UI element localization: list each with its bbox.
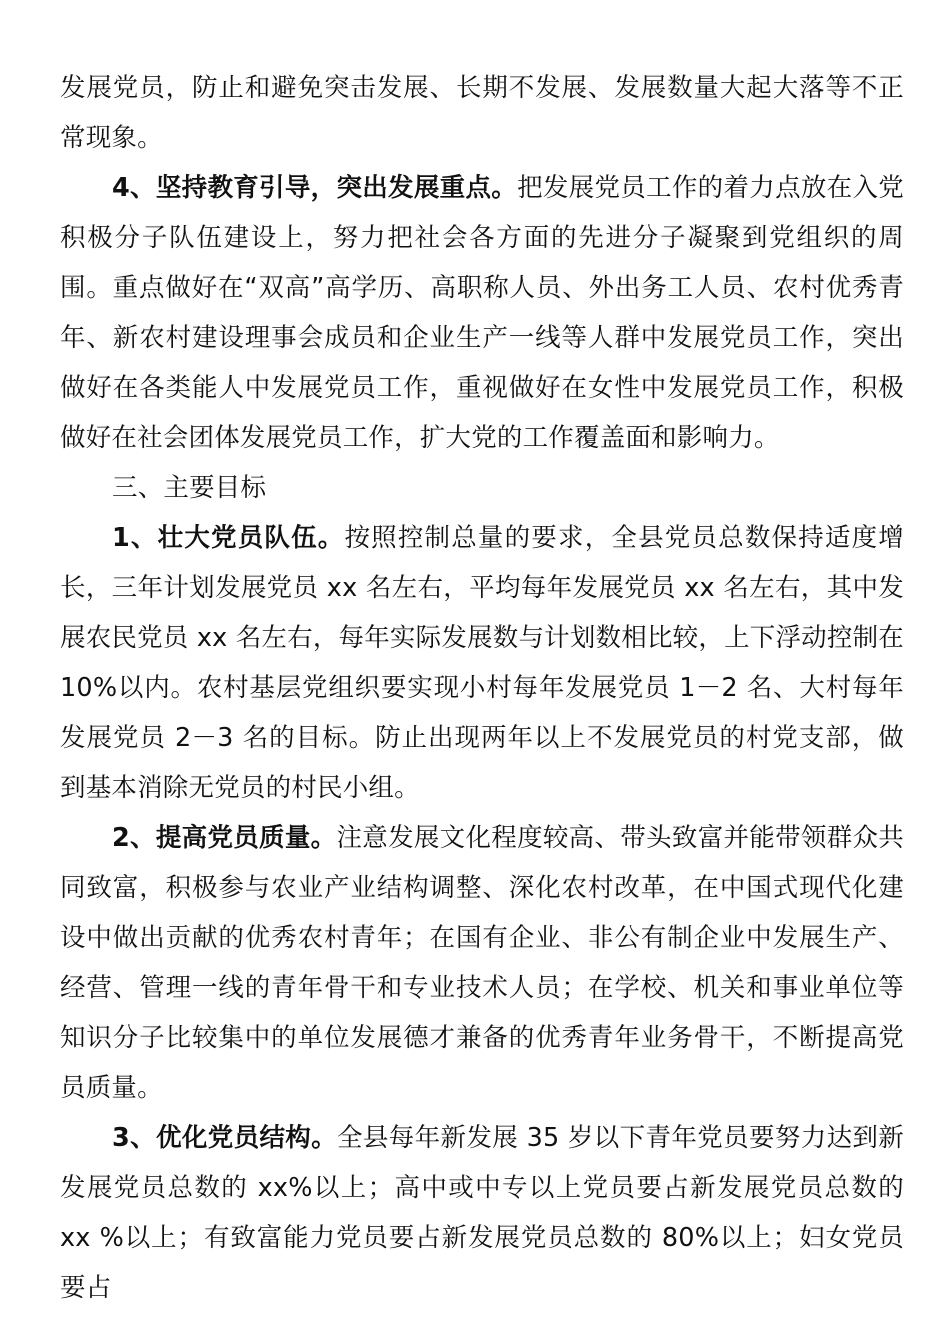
paragraph-text: 发展党员，防止和避免突击发展、长期不发展、发展数量大起大落等不正常现象。 xyxy=(60,73,904,153)
paragraph-expand-membership xyxy=(60,513,904,813)
paragraph-education-guidance xyxy=(60,163,904,463)
section-heading-main-goals xyxy=(60,463,904,513)
paragraph-text: 全县每年新发展 35 岁以下青年党员要努力达到新发展党员总数的 xx%以上；高中或中专以上党员要占新发展党员总数的 xx %以上；有致富能力党员要占新发展党员总数的 80%以上；妇女党员要占 xyxy=(60,1123,904,1303)
paragraph-optimize-structure xyxy=(60,1113,904,1313)
section-heading-text: 三、主要目标 xyxy=(112,473,267,503)
paragraph-text: 把发展党员工作的着力点放在入党积极分子队伍建设上，努力把社会各方面的先进分子凝聚到党组织的周围。重点做好在“双高”高学历、高职称人员、外出务工人员、农村优秀青年、新农村建设理事会成员和企业生产一线等人群中发展党员工作，突出做好在各类能人中发展党员工作，重视做好在女性中发展党员工作，积极做好在社会团体发展党员工作，扩大党的工作覆盖面和影响力。 xyxy=(60,173,904,453)
paragraph-heading: 1、壮大党员队伍。 xyxy=(112,523,345,553)
paragraph-heading: 2、提高党员质量。 xyxy=(112,823,337,853)
paragraph-text: 注意发展文化程度较高、带头致富并能带领群众共同致富，积极参与农业产业结构调整、深化农村改革，在中国式现代化建设中做出贡献的优秀农村青年；在国有企业、非公有制企业中发展生产、经营、管理一线的青年骨干和专业技术人员；在学校、机关和事业单位等知识分子比较集中的单位发展德才兼备的优秀青年业务骨干，不断提高党员质量。 xyxy=(60,823,905,1103)
paragraph-text: 按照控制总量的要求，全县党员总数保持适度增长，三年计划发展党员 xx 名左右，平均每年发展党员 xx 名左右，其中发展农民党员 xx 名左右，每年实际发展数与计划数相比较，上下浮动控制在 10%以内。农村基层党组织要实现小村每年发展党员 1－2 名、大村每年发展党员 2－3 名的目标。防止出现两年以上不发展党员的村党支部，做到基本消除无党员的村民小组。 xyxy=(60,523,904,803)
paragraph-continuation xyxy=(60,63,904,163)
paragraph-heading: 3、优化党员结构。 xyxy=(112,1123,338,1153)
paragraph-heading: 4、坚持教育引导，突出发展重点。 xyxy=(112,173,518,203)
paragraph-improve-quality xyxy=(60,813,904,1113)
